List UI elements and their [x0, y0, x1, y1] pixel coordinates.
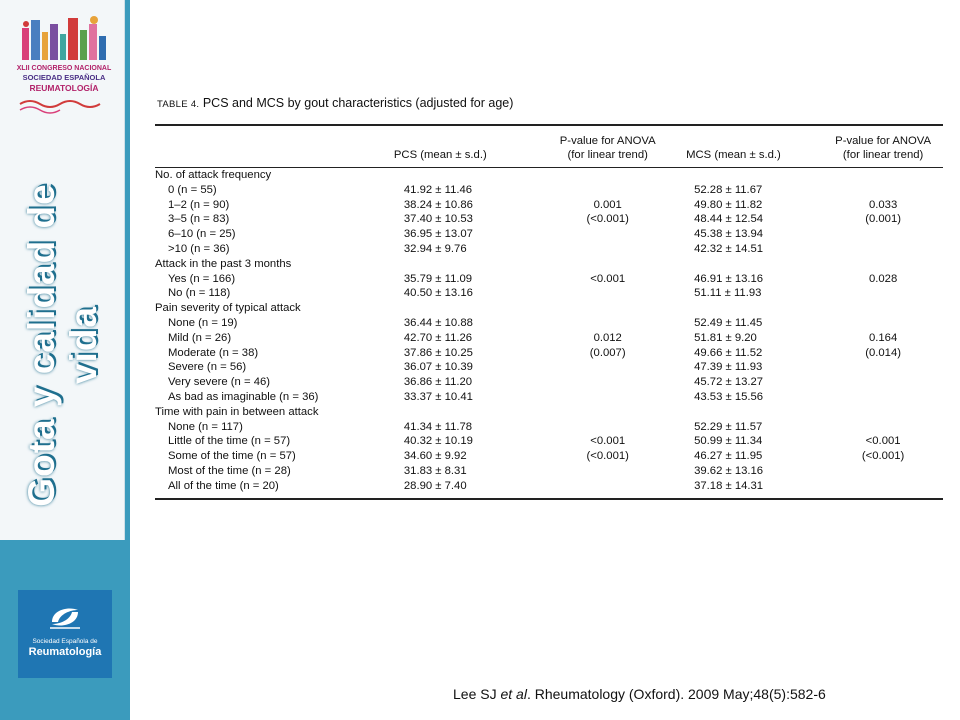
cell-label: Yes (n = 166) — [168, 272, 236, 285]
table-row — [155, 242, 943, 257]
cell-p-value-1: <0.001 — [590, 435, 626, 448]
cell-pcs: 36.86 ± 11.20 — [403, 376, 473, 389]
cell-p-value-2: 0.028 — [868, 272, 898, 285]
header-p-value-2 — [823, 126, 943, 168]
cell-p-value-1 — [529, 257, 686, 272]
cell-p-value-1 — [529, 316, 686, 331]
cell-p-value-2 — [823, 405, 943, 420]
cell-label: No. of attack frequency — [155, 169, 272, 181]
cell-p-value-2: <0.001 — [865, 435, 901, 448]
cell-mcs: 50.99 ± 11.34 — [694, 435, 763, 448]
cell-label: None (n = 19) — [168, 316, 238, 329]
cell-p-value-2 — [823, 301, 943, 316]
table-row — [155, 183, 943, 198]
cell-mcs: 46.27 ± 11.95 — [694, 450, 763, 463]
table-container — [155, 96, 943, 500]
cell-mcs: 39.62 ± 13.16 — [694, 464, 764, 477]
cell-label: 1–2 (n = 90) — [168, 198, 230, 211]
cell-p-value-2 — [823, 257, 943, 272]
cell-label: None (n = 117) — [168, 420, 243, 433]
table-caption-prefix: TABLE 4. — [157, 99, 200, 110]
header-pcs: PCS (mean ± s.d.) — [394, 126, 529, 168]
cell-mcs: 45.38 ± 13.94 — [694, 228, 764, 241]
logo-line3: REUMATOLOGÍA — [29, 83, 99, 93]
cell-pcs: 32.94 ± 9.76 — [403, 242, 467, 255]
table-header-row — [155, 126, 943, 168]
table-row — [155, 479, 943, 499]
cell-mcs: 47.39 ± 11.93 — [694, 361, 763, 374]
cell-p-value-2 — [823, 242, 943, 257]
cell-p-value-1 — [529, 420, 686, 435]
table-row — [155, 420, 943, 435]
cell-pcs: 37.86 ± 10.25 — [403, 346, 473, 359]
cell-label: Most of the time (n = 28) — [168, 464, 291, 477]
cell-pcs — [394, 168, 529, 183]
table-row — [155, 272, 943, 287]
table-caption-text: PCS and MCS by gout characteristics (adjusted for age) — [202, 96, 514, 110]
cell-label: Some of the time (n = 57) — [168, 450, 296, 463]
cell-p-value-2 — [823, 420, 943, 435]
ser-logo-line1: Sociedad Española de — [32, 638, 98, 645]
table-row — [155, 375, 943, 390]
cell-label: Attack in the past 3 months — [155, 257, 292, 270]
cell-mcs: 52.49 ± 11.45 — [694, 316, 763, 329]
header-p-trend-1: (for linear trend) — [567, 149, 648, 161]
cell-p-value-1 — [529, 405, 686, 420]
cell-mcs: 51.81 ± 9.20 — [694, 331, 757, 344]
citation-etal: et al — [500, 686, 527, 702]
table-group-row — [155, 168, 943, 183]
table-row — [155, 212, 943, 227]
table-row — [155, 360, 943, 375]
cell-pcs: 35.79 ± 11.09 — [403, 272, 473, 285]
cell-p-value-2 — [823, 479, 943, 499]
cell-pcs: 40.32 ± 10.19 — [403, 435, 473, 448]
cell-pcs: 41.92 ± 11.46 — [403, 183, 473, 196]
congress-logo — [14, 14, 114, 122]
cell-p-value-1 — [529, 301, 686, 316]
table-row — [155, 227, 943, 242]
cell-pcs: 38.24 ± 10.86 — [403, 198, 473, 211]
table-body — [155, 168, 943, 499]
cell-mcs: 46.91 ± 13.16 — [694, 272, 764, 285]
table-row — [155, 434, 943, 449]
citation-rest: . Rheumatology (Oxford). 2009 May;48(5):582-6 — [526, 686, 826, 702]
cell-label: Pain severity of typical attack — [155, 302, 301, 315]
cell-label: Time with pain in between attack — [155, 405, 319, 418]
cell-mcs: 51.11 ± 11.93 — [694, 287, 762, 300]
cell-p-value-2 — [823, 168, 943, 183]
cell-mcs: 52.29 ± 11.57 — [694, 420, 763, 433]
cell-label: 3–5 (n = 83) — [168, 213, 230, 226]
cell-mcs — [686, 405, 823, 420]
ser-logo — [18, 590, 112, 678]
sidebar — [0, 0, 130, 720]
cell-label: 0 (n = 55) — [168, 183, 217, 196]
cell-p-value-1 — [529, 183, 686, 198]
cell-mcs: 48.44 ± 12.54 — [694, 213, 764, 226]
citation — [453, 686, 826, 702]
header-empty — [155, 126, 394, 168]
cell-p-value-2: (<0.001) — [861, 450, 905, 463]
cell-mcs: 43.53 ± 15.56 — [694, 390, 764, 403]
cell-pcs: 34.60 ± 9.92 — [403, 450, 467, 463]
logo-line1: XLII CONGRESO NACIONAL — [16, 65, 112, 72]
cell-label: >10 (n = 36) — [168, 242, 230, 255]
table-row — [155, 316, 943, 331]
sidebar-panel — [0, 0, 125, 540]
cell-pcs: 33.37 ± 10.41 — [403, 390, 473, 403]
cell-p-value-2: 0.033 — [868, 198, 898, 211]
cell-p-value-1 — [529, 227, 686, 242]
cell-p-value-2: (0.001) — [865, 213, 901, 226]
logo-line2: SOCIEDAD ESPAÑOLA — [22, 73, 106, 82]
cell-pcs: 36.44 ± 10.88 — [403, 316, 473, 329]
cell-p-value-2: 0.164 — [868, 331, 898, 344]
table-row — [155, 346, 943, 361]
cell-p-value-1 — [529, 464, 686, 479]
cell-p-value-2 — [823, 286, 943, 301]
table-row — [155, 286, 943, 301]
cell-pcs: 40.50 ± 13.16 — [403, 287, 473, 300]
cell-pcs — [394, 301, 529, 316]
cell-mcs — [686, 168, 823, 183]
cell-label: Little of the time (n = 57) — [168, 435, 291, 448]
cell-pcs: 36.07 ± 10.39 — [403, 361, 473, 374]
cell-mcs: 49.66 ± 11.52 — [694, 346, 763, 359]
cell-mcs: 52.28 ± 11.67 — [694, 183, 763, 196]
cell-label: Mild (n = 26) — [168, 331, 232, 344]
cell-p-value-1 — [529, 286, 686, 301]
cell-mcs: 45.72 ± 13.27 — [694, 376, 764, 389]
cell-p-value-2 — [823, 227, 943, 242]
cell-pcs: 28.90 ± 7.40 — [394, 479, 529, 499]
header-p-anova-1: P-value for ANOVA — [559, 135, 656, 147]
ser-logo-line2: Reumatología — [28, 646, 102, 658]
cell-mcs — [686, 257, 823, 272]
results-table — [155, 124, 943, 500]
header-mcs: MCS (mean ± s.d.) — [686, 126, 823, 168]
header-p-value-1 — [529, 126, 686, 168]
cell-mcs: 42.32 ± 14.51 — [694, 242, 764, 255]
cell-p-value-1 — [529, 242, 686, 257]
cell-pcs: 42.70 ± 11.26 — [403, 331, 473, 344]
cell-p-value-1 — [529, 390, 686, 405]
table-row — [155, 331, 943, 346]
cell-label: Severe (n = 56) — [168, 361, 247, 374]
slide-title-vertical: Gota y calidad de vida — [21, 183, 104, 507]
cell-p-value-1 — [529, 168, 686, 183]
cell-p-value-1: 0.012 — [593, 331, 622, 344]
cell-pcs — [394, 257, 529, 272]
cell-mcs: 37.18 ± 14.31 — [686, 479, 823, 499]
cell-p-value-2 — [823, 316, 943, 331]
table-row — [155, 390, 943, 405]
cell-pcs: 31.83 ± 8.31 — [403, 464, 467, 477]
table-group-row — [155, 405, 943, 420]
cell-p-value-1 — [529, 375, 686, 390]
cell-p-value-1: (0.007) — [589, 346, 626, 359]
cell-pcs: 41.34 ± 11.78 — [403, 420, 473, 433]
cell-label: Moderate (n = 38) — [168, 346, 259, 359]
cell-p-value-1: (<0.001) — [586, 213, 629, 226]
cell-label: As bad as imaginable (n = 36) — [168, 390, 319, 403]
cell-mcs: 49.80 ± 11.82 — [694, 198, 763, 211]
citation-author: Lee SJ — [453, 686, 497, 702]
cell-p-value-1: 0.001 — [593, 198, 622, 211]
cell-p-value-1: <0.001 — [590, 272, 626, 285]
table-group-row — [155, 257, 943, 272]
table-row — [155, 449, 943, 464]
cell-p-value-1 — [529, 360, 686, 375]
cell-label: Very severe (n = 46) — [168, 376, 271, 389]
table-group-row — [155, 301, 943, 316]
cell-mcs — [686, 301, 823, 316]
cell-pcs: 36.95 ± 13.07 — [403, 228, 473, 241]
table-caption — [157, 96, 943, 110]
header-p-anova-2: P-value for ANOVA — [835, 135, 932, 147]
cell-label: 6–10 (n = 25) — [168, 228, 236, 241]
cell-p-value-2: (0.014) — [865, 346, 901, 359]
table-row — [155, 198, 943, 213]
cell-p-value-1 — [529, 479, 686, 499]
cell-p-value-2 — [823, 375, 943, 390]
cell-p-value-2 — [823, 183, 943, 198]
cell-pcs: 37.40 ± 10.53 — [403, 213, 473, 226]
cell-p-value-2 — [823, 360, 943, 375]
cell-label: No (n = 118) — [168, 287, 231, 300]
cell-pcs — [394, 405, 529, 420]
ser-logo-icon — [46, 600, 84, 634]
table-row — [155, 464, 943, 479]
header-p-trend-2: (for linear trend) — [842, 149, 924, 161]
cell-p-value-2 — [823, 464, 943, 479]
cell-label: All of the time (n = 20) — [155, 479, 394, 499]
cell-p-value-1: (<0.001) — [586, 450, 629, 463]
cell-p-value-2 — [823, 390, 943, 405]
